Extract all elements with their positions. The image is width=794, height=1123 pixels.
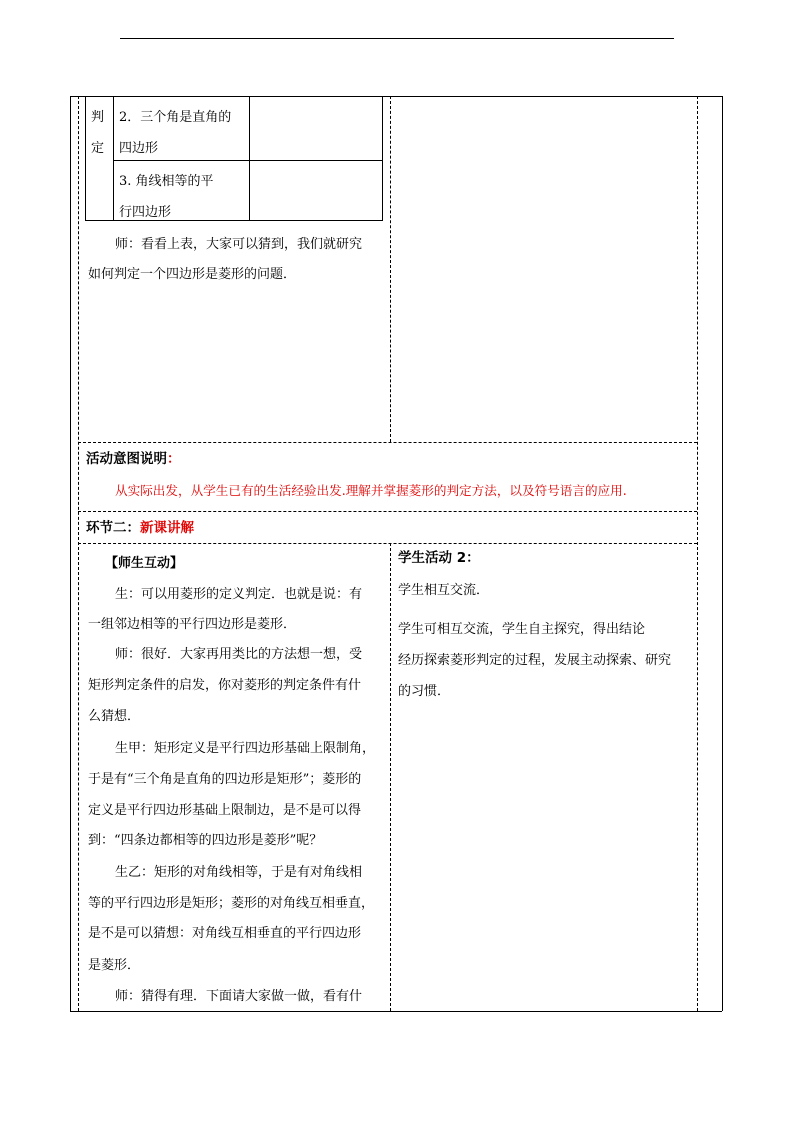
column-divider-top xyxy=(390,96,391,442)
dialog-line: 师：猜得有理．下面请大家做一做，看有什 xyxy=(115,989,363,1004)
column-divider-bottom xyxy=(390,543,391,1011)
dialog-line: 生乙：矩形的对角线相等，于是有对角线相 xyxy=(115,865,363,880)
dialog-line: 到：“四条边都相等的四边形是菱形”呢？ xyxy=(88,833,323,848)
dialog-line: 等的平行四边形是矩形；菱形的对角线互相垂直， xyxy=(88,896,375,911)
student-activity-line-2: 学生可相互交流，学生自主探究，得出结论 xyxy=(398,622,646,637)
intent-label: 活动意图说明： xyxy=(86,451,181,467)
section-heading: 环节二：新课讲解 xyxy=(86,520,194,536)
row-separator-1 xyxy=(78,442,697,443)
dialog-line: 师：很好．大家再用类比的方法想一想，受 xyxy=(115,647,363,662)
inner-left-dashed-line xyxy=(78,96,79,1011)
student-activity-line-4: 的习惯． xyxy=(398,684,451,699)
dialog-line: 生：可以用菱形的定义判定．也就是说：有 xyxy=(115,587,363,602)
dialog-line: 是菱形． xyxy=(88,958,141,973)
intent-text: 从实际出发，从学生已有的生活经验出发.理解并掌握菱形的判定方法，以及符号语言的应用. xyxy=(115,483,627,498)
side-label-1: 判 xyxy=(91,110,105,125)
row-separator-3 xyxy=(78,543,697,544)
student-activity-line-3: 经历探索菱形判定的过程，发展主动探索、研究 xyxy=(398,653,672,668)
table-border-right xyxy=(722,96,723,1011)
interaction-heading: 【师生互动】 xyxy=(105,556,184,571)
header-rule xyxy=(120,38,674,39)
row2-text-1: 3. 角线相等的平 xyxy=(119,174,214,189)
row1-text-2: 四边形 xyxy=(119,141,159,156)
table-border-left xyxy=(70,96,71,1011)
judgement-table-col1 xyxy=(113,96,114,221)
row2-text-2: 行四边形 xyxy=(119,205,172,220)
dialog-line: 一组邻边相等的平行四边形是菱形． xyxy=(88,617,297,632)
teacher-note-line-2: 如何判定一个四边形是菱形的问题． xyxy=(88,267,297,282)
row1-text-1: 2．三个角是直角的 xyxy=(119,110,232,125)
dialog-line: 么猜想． xyxy=(88,709,141,724)
judgement-table-row-divider xyxy=(113,160,383,161)
dialog-line: 定义是平行四边形基础上限制边，是不是可以得 xyxy=(88,803,362,818)
dialog-line: 是不是可以猜想：对角线互相垂直的平行四边形 xyxy=(88,926,362,941)
judgement-table-col2 xyxy=(249,96,250,221)
student-activity-line-1: 学生相互交流． xyxy=(398,583,490,598)
side-label-2: 定 xyxy=(91,141,105,156)
student-activity-heading: 学生活动 2： xyxy=(398,550,480,566)
teacher-note-line-1: 师：看看上表，大家可以猜到，我们就研究 xyxy=(115,237,363,252)
row-separator-2 xyxy=(78,511,697,512)
inner-right-dashed-line xyxy=(697,96,698,1011)
table-border-bottom xyxy=(70,1011,722,1012)
dialog-line: 生甲：矩形定义是平行四边形基础上限制角， xyxy=(115,741,376,756)
dialog-line: 于是有“三个角是直角的四边形是矩形”；菱形的 xyxy=(88,772,362,787)
dialog-line: 矩形判定条件的启发，你对菱形的判定条件有什 xyxy=(88,678,362,693)
